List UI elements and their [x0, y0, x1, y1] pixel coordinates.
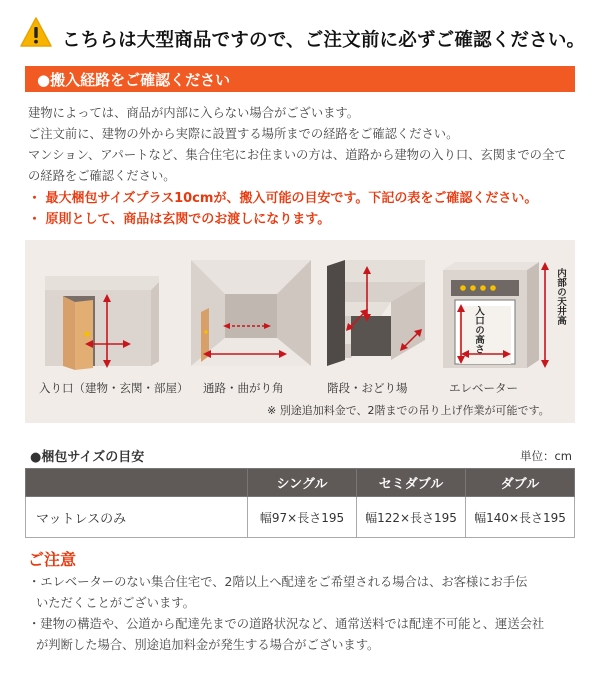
- entrance-illustration: [31, 250, 159, 370]
- caution-line: ・エレベーターのない集合住宅で、2階以上へ配達をご希望される場合は、お客様にお手伝: [28, 575, 528, 589]
- intro-line: ご注文前に、建物の外から実際に設置する場所までの経路をご確認ください。: [28, 127, 459, 141]
- caution-line: いただくことがございます。: [36, 596, 195, 610]
- section-title: ●搬入経路をご確認ください: [37, 71, 231, 89]
- table-header-row: [26, 469, 575, 497]
- table-header-semi-double: セミダブル: [357, 469, 466, 497]
- warning-header: [0, 0, 600, 62]
- caution-list: [28, 572, 544, 656]
- intro-line: 建物によっては、商品が内部に入らない場合がございます。: [28, 106, 360, 120]
- caution-line: が判断した場合、別途追加料金が発生する場合がございます。: [36, 638, 380, 652]
- table-row: [26, 497, 575, 538]
- illustration-panel: [25, 240, 575, 423]
- elevator-entrance-height-label: 入口の高さ: [473, 306, 484, 354]
- intro-line: マンション、アパートなど、集合住宅にお住まいの方は、道路から建物の入り口、玄関までの全て: [28, 148, 567, 162]
- size-cell-double: 幅140×長さ195: [466, 497, 575, 538]
- elevator-illustration: [439, 250, 567, 370]
- row-label: マットレスのみ: [26, 497, 248, 538]
- size-cell-semi-double: 幅122×長さ195: [357, 497, 466, 538]
- warning-text: こちらは大型商品ですので、ご注文前に必ずご確認ください。: [62, 30, 586, 51]
- unit-label: 単位：cm: [519, 449, 572, 463]
- caption-corridor: 通路・曲がり角: [203, 381, 284, 395]
- important-notes: [28, 188, 537, 230]
- intro-text: [28, 103, 573, 187]
- note-line: ・ 最大梱包サイズプラス10cmが、搬入可能の目安です。下記の表をご確認ください。: [28, 191, 538, 206]
- size-cell-single: 幅97×長さ195: [248, 497, 357, 538]
- elevator-ceiling-label: 内部の天井高: [555, 268, 566, 325]
- note-line: ・ 原則として、商品は玄関でのお渡しになります。: [28, 212, 331, 227]
- caption-stairs: 階段・おどり場: [327, 381, 408, 395]
- caption-elevator: エレベーター: [449, 381, 518, 395]
- size-table-heading: ●梱包サイズの目安: [30, 450, 145, 465]
- table-header-blank: [26, 469, 248, 497]
- table-header-single: シングル: [248, 469, 357, 497]
- lifting-note: ※ 別途追加料金で、2階までの吊り上げ作業が可能です。: [267, 404, 550, 417]
- corridor-illustration: [187, 250, 315, 370]
- caption-entrance: 入り口（建物・玄関・部屋）: [39, 381, 189, 395]
- intro-line: の経路をご確認ください。: [28, 169, 176, 183]
- section-bar-delivery-route: [25, 66, 575, 92]
- package-size-table: [25, 468, 575, 538]
- caution-line: ・建物の構造や、公道から配達先までの道路状況など、通常送料では配達不可能と、運送会社: [28, 617, 545, 631]
- caution-title: ご注意: [28, 550, 77, 569]
- stairs-illustration: [321, 250, 449, 370]
- warning-icon: [20, 17, 52, 47]
- table-header-double: ダブル: [466, 469, 575, 497]
